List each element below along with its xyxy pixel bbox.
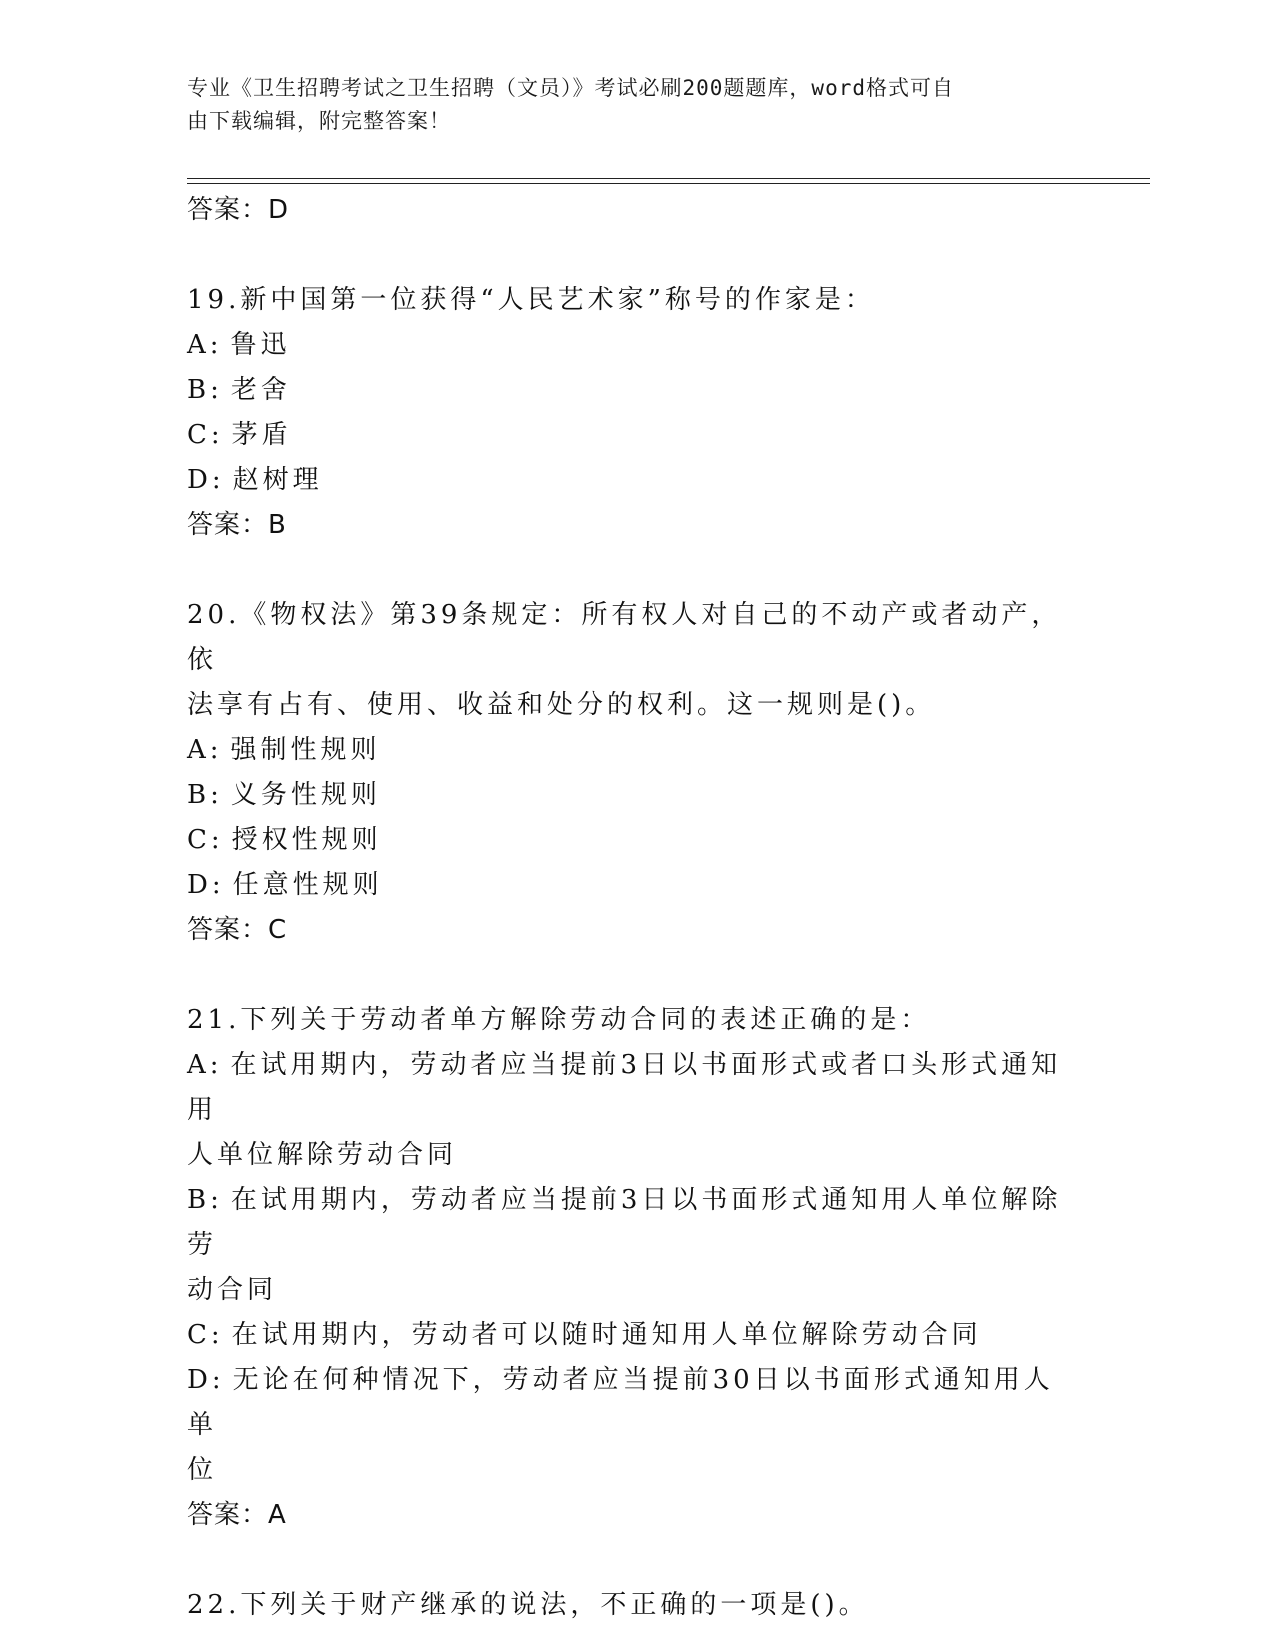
option-text: 鲁迅 (230, 330, 291, 360)
answer-prefix: 答案： (187, 915, 269, 945)
option-c (187, 413, 1067, 458)
header-divider-bottom (187, 183, 1150, 184)
answer-value: D (268, 195, 290, 225)
question-stem: 20.《物权法》第39条规定：所有权人对自己的不动产或者动产，依 (187, 600, 1062, 675)
question-21 (187, 998, 1067, 1537)
option-text: 在试用期内，劳动者应当提前3日以书面形式或者口头形式通知用 (187, 1050, 1062, 1125)
option-text: 义务性规则 (230, 780, 381, 810)
answer-value: C (268, 915, 288, 945)
answer-prefix: 答案： (187, 195, 269, 225)
option-d (187, 863, 1067, 908)
option-d (187, 1358, 1067, 1448)
question-22 (187, 1583, 1067, 1628)
question-19 (187, 278, 1067, 547)
option-label: B: (187, 780, 223, 810)
option-text: 任意性规则 (232, 870, 383, 900)
answer-value: A (268, 1500, 287, 1530)
question-stem: 19.新中国第一位获得“人民艺术家”称号的作家是： (187, 285, 875, 315)
answer-line (187, 1493, 1067, 1537)
header-divider-top (187, 178, 1150, 179)
option-label: B: (187, 1185, 223, 1215)
question-gap (187, 952, 1067, 998)
answer-value: B (268, 510, 287, 540)
option-d-continued: 位 (187, 1455, 218, 1485)
answer-line (187, 908, 1067, 952)
option-label: D: (187, 870, 225, 900)
question-stem: 21.下列关于劳动者单方解除劳动合同的表述正确的是： (187, 1005, 931, 1035)
option-c (187, 1313, 1067, 1358)
answer-prefix: 答案： (187, 1500, 269, 1530)
option-label: C: (187, 420, 224, 450)
question-gap (187, 232, 1067, 278)
option-label: D: (187, 1365, 225, 1395)
question-stem-continued: 法享有占有、使用、收益和处分的权利。这一规则是()。 (187, 690, 936, 720)
option-text: 无论在何种情况下，劳动者应当提前30日以书面形式通知用人单 (187, 1365, 1054, 1440)
option-b-continued: 动合同 (187, 1275, 278, 1305)
answer-line (187, 503, 1067, 547)
option-b (187, 368, 1067, 413)
option-a (187, 1043, 1067, 1133)
option-c (187, 818, 1067, 863)
question-gap (187, 1537, 1067, 1583)
option-b (187, 1178, 1067, 1268)
question-gap (187, 547, 1067, 593)
option-text: 授权性规则 (231, 825, 382, 855)
header-title-line-2: 由下载编辑，附完整答案！ (187, 109, 451, 133)
answer-line (187, 188, 1067, 232)
option-a (187, 323, 1067, 368)
option-text: 强制性规则 (230, 735, 381, 765)
option-label: A: (187, 735, 223, 765)
option-label: B: (187, 375, 223, 405)
option-label: C: (187, 1320, 224, 1350)
option-d (187, 458, 1067, 503)
question-stem: 22.下列关于财产继承的说法，不正确的一项是()。 (187, 1590, 869, 1620)
option-a (187, 728, 1067, 773)
option-text: 茅盾 (231, 420, 292, 450)
document-header (187, 72, 1067, 138)
option-label: A: (187, 1050, 223, 1080)
question-list (187, 188, 1067, 1628)
answer-prefix: 答案： (187, 510, 269, 540)
option-text: 赵树理 (232, 465, 323, 495)
question-20 (187, 593, 1067, 952)
option-label: C: (187, 825, 224, 855)
option-text: 在试用期内，劳动者可以随时通知用人单位解除劳动合同 (231, 1320, 982, 1350)
option-text: 在试用期内，劳动者应当提前3日以书面形式通知用人单位解除劳 (187, 1185, 1062, 1260)
option-b (187, 773, 1067, 818)
option-a-continued: 人单位解除劳动合同 (187, 1140, 458, 1170)
option-label: D: (187, 465, 225, 495)
option-label: A: (187, 330, 223, 360)
option-text: 老舍 (230, 375, 291, 405)
header-title-line-1: 专业《卫生招聘考试之卫生招聘（文员）》考试必刷200题题库，word格式可自 (187, 76, 954, 100)
